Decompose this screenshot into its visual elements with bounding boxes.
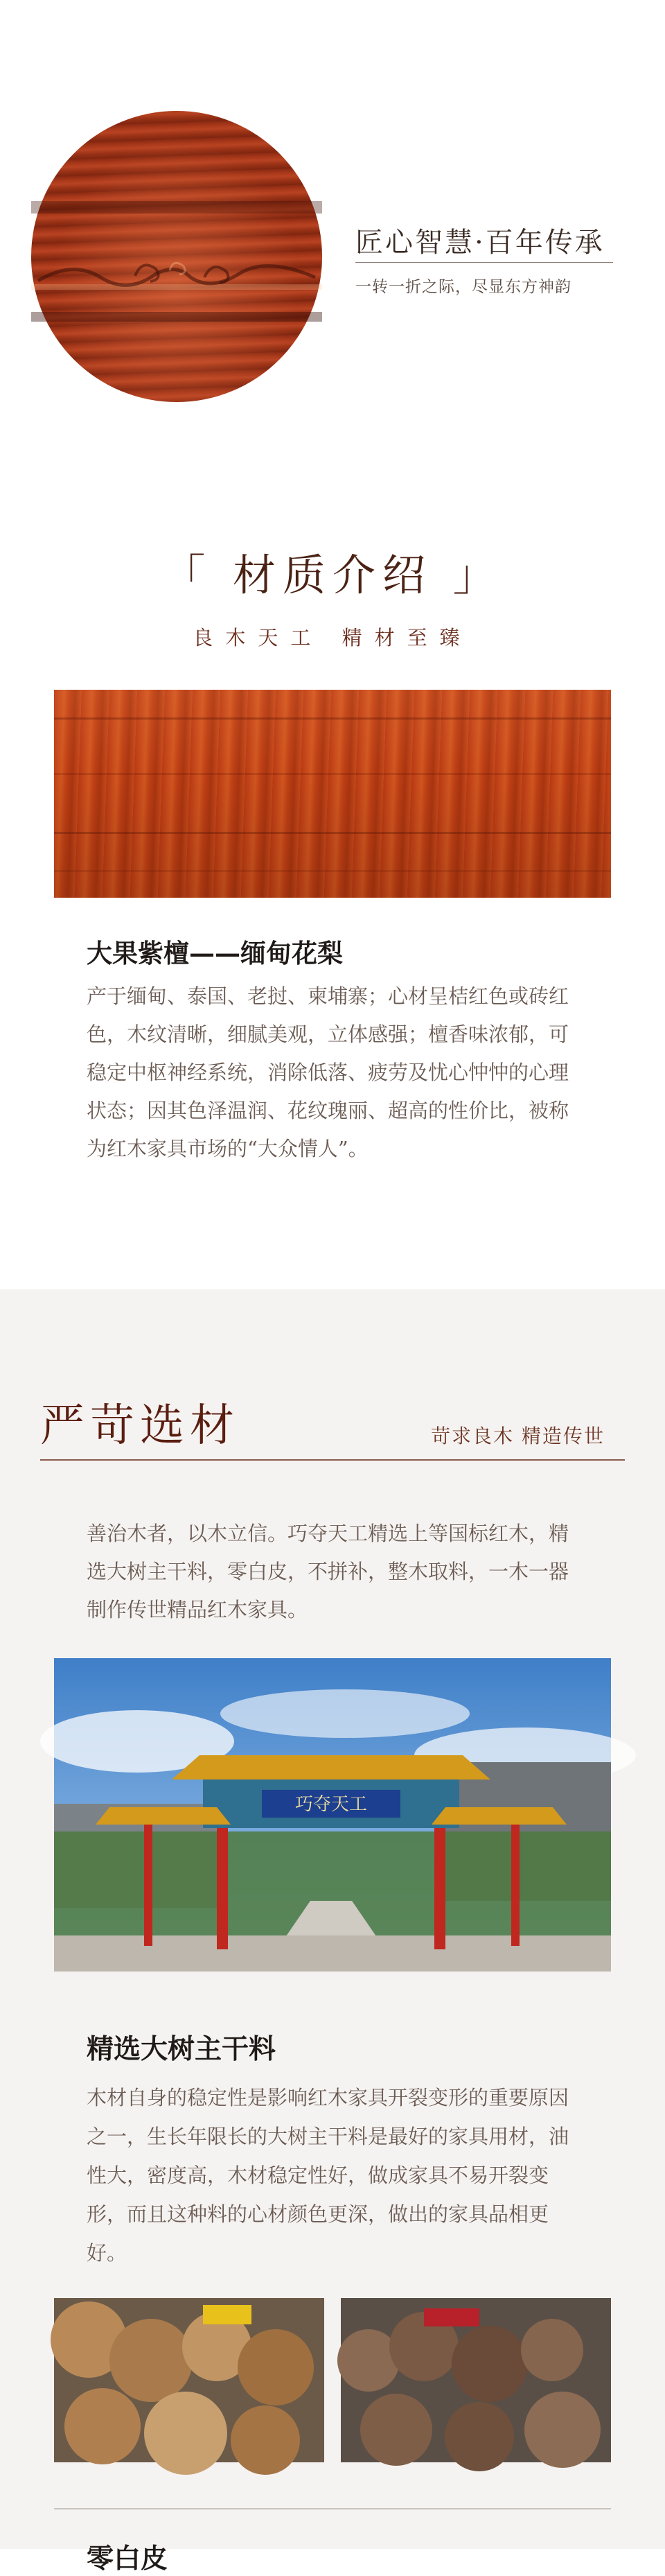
hero-divider: [355, 262, 613, 263]
log-pile-photo-1: [54, 2298, 324, 2462]
factory-gate-photo: [54, 1658, 611, 1972]
hero-wood-carving-image: [31, 111, 322, 402]
selection-description: 善治木者，以木立信。巧夺天工精选上等国标红木，精选大树主干料，零白皮，不拼补，整木取料，一木一器制作传世精品红木家具。: [87, 1522, 569, 1621]
selection-tagline: 苛求良木 精造传世: [431, 1425, 605, 1447]
material-description: 产于缅甸、泰国、老挝、柬埔寨；心材呈桔红色或砖红色，木纹清晰，细腻美观，立体感强；檀香味浓郁，可稳定中枢神经系统，消除低落、疲劳及忧心忡忡的心理状态；因其色泽温润、花纹瑰丽、超高的性价比，被称为红木家具市场的“大众情人”。: [87, 984, 569, 1160]
trunk-description: 木材自身的稳定性是影响红木家具开裂变形的重要原因之一，生长年限长的大树主干料是最好的家具用材，油性大，密度高，木材稳定性好，做成家具不易开裂变形，而且这种料的心材颜色更深，做出的家具品相更好。: [87, 2086, 569, 2265]
section-divider: [54, 2508, 611, 2509]
hero-subtitle: 一转一折之际，尽显东方神韵: [355, 278, 571, 296]
selection-divider: [40, 1459, 625, 1461]
trunk-heading: 精选大树主干料: [87, 2033, 276, 2065]
material-section-subtitle: 良木天工 精材至臻: [193, 626, 472, 650]
carving-scroll-ornament: [31, 111, 322, 402]
material-section-title: 「 材质介绍 」: [162, 550, 503, 600]
gate-sign-text: 巧夺天工: [294, 1794, 368, 1815]
hero-title: 匠心智慧·百年传承: [355, 227, 605, 259]
material-heading: 大果紫檀——缅甸花梨: [87, 938, 343, 968]
wood-grain-image: [54, 690, 611, 898]
log-pile-photo-2: [341, 2298, 611, 2462]
selection-section-title: 严苛选材: [40, 1400, 240, 1452]
next-section-heading: 零白皮: [87, 2543, 168, 2575]
